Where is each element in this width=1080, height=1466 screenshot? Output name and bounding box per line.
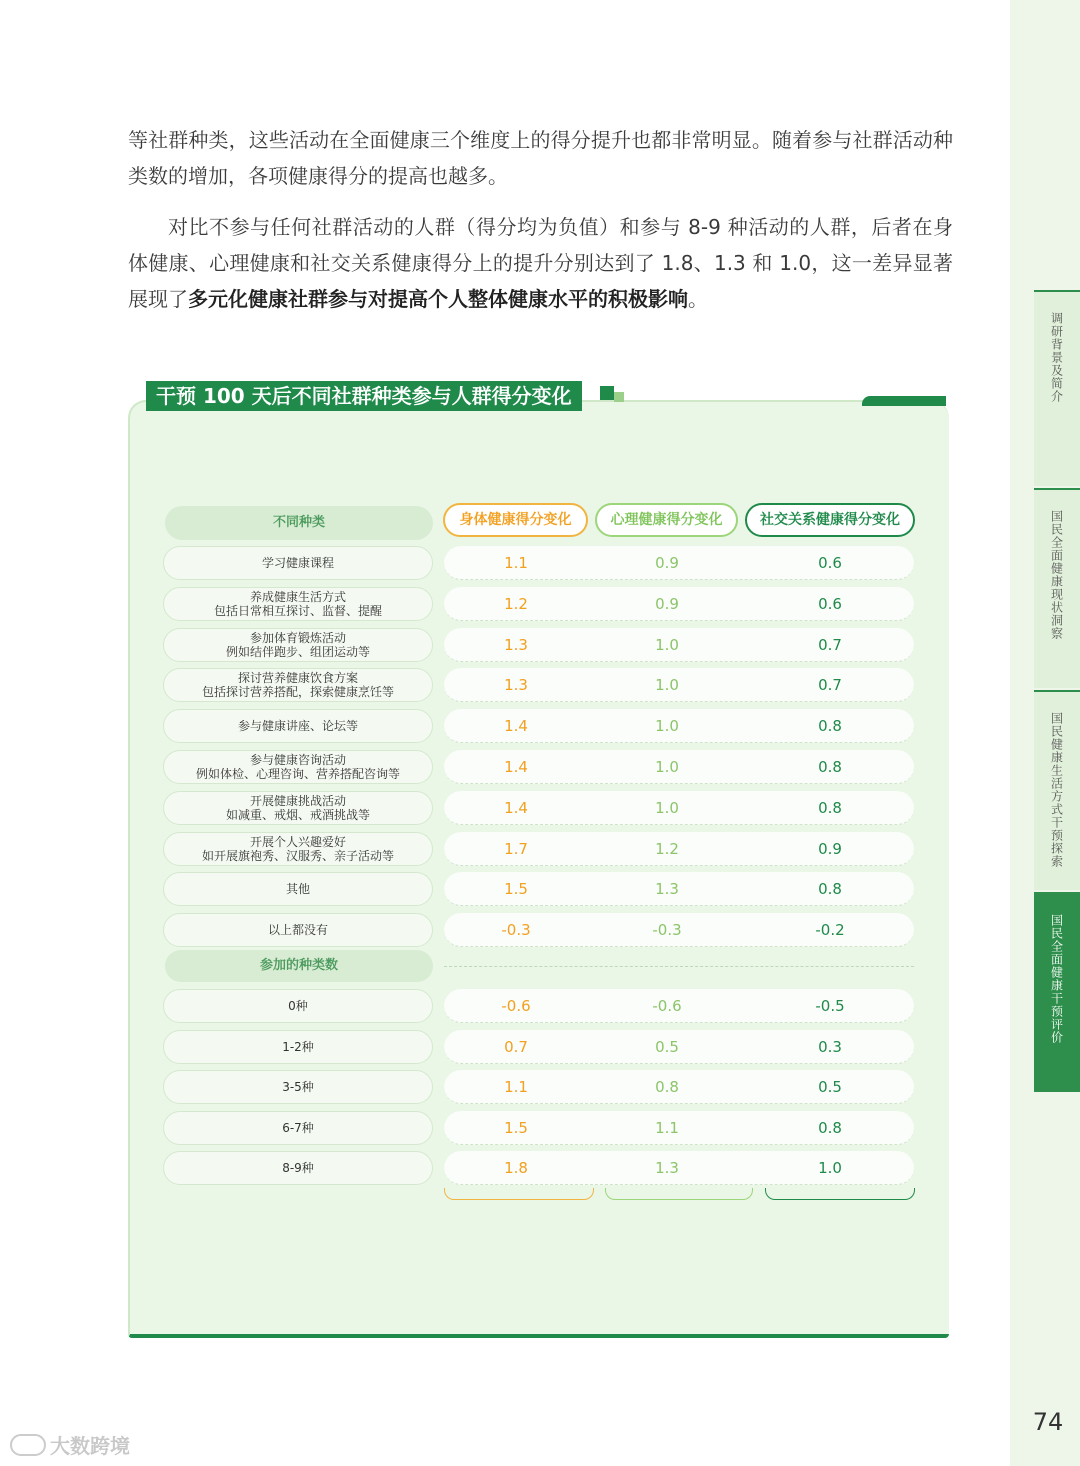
table-row-values — [444, 628, 914, 662]
table-row-values — [444, 913, 914, 947]
table-cell: 1.3 — [504, 635, 528, 654]
side-tab-label: 调研背景及简介 — [1049, 312, 1064, 403]
table-row-values — [444, 989, 914, 1023]
table-cell: 1.0 — [818, 1159, 842, 1178]
row-label-line2: 例如结伴跑步、组团运动等 — [225, 644, 370, 659]
column-bracket-physical — [444, 1188, 594, 1200]
side-tab-evaluation[interactable] — [1034, 892, 1080, 1092]
table-cell: 0.8 — [818, 798, 842, 817]
row-label-line1: 参与健康咨询活动 — [249, 753, 346, 767]
table-cell: 0.6 — [818, 554, 842, 572]
table-cell: 1.1 — [504, 554, 528, 572]
table-cell: -0.3 — [501, 921, 531, 940]
title-decoration — [614, 392, 624, 402]
table-row-label — [163, 1151, 433, 1185]
table-cell: 0.8 — [818, 1118, 842, 1137]
section-divider — [444, 966, 914, 967]
body-paragraph-1: 等社群种类，这些活动在全面健康三个维度上的得分提升也都非常明显。随着参与社群活动种类数的增加，各项健康得分的提高也越多。 — [128, 128, 953, 188]
table-cell: 0.8 — [818, 717, 842, 736]
table-cell: 1.5 — [504, 880, 528, 899]
table-title: 干预 100 天后不同社群种类参与人群得分变化 — [146, 381, 582, 411]
side-tab-background[interactable] — [1034, 290, 1080, 486]
table-cell: 1.0 — [655, 758, 679, 776]
side-tab-label: 国民全面健康现状洞察 — [1049, 510, 1064, 640]
row-header: 不同种类 — [165, 506, 433, 540]
page-number: 74 — [1032, 1408, 1064, 1436]
table-cell: 0.7 — [818, 635, 842, 654]
row-label-line1: 开展健康挑战活动 — [249, 793, 346, 808]
row-label-line1: 8-9种 — [282, 1161, 314, 1176]
table-cell: 1.1 — [504, 1078, 528, 1097]
table-row-label — [163, 1030, 433, 1064]
row-label-line1: 其他 — [285, 882, 310, 897]
table-row-label — [163, 546, 433, 580]
side-tab-lifestyle[interactable] — [1034, 690, 1080, 890]
row-label-line2: 包括日常相互探讨、监督、提醒 — [213, 603, 382, 618]
table-cell: 1.2 — [504, 594, 528, 613]
table-cell: 1.4 — [504, 758, 528, 776]
row-label-line1: 参与健康讲座、论坛等 — [237, 719, 358, 734]
table-row-label — [163, 913, 433, 947]
table-cell: 0.5 — [655, 1037, 679, 1056]
row-label-line1: 开展个人兴趣爱好 — [249, 834, 346, 849]
table-row-label — [163, 587, 433, 621]
table-cell: 0.3 — [818, 1037, 842, 1056]
paragraph-text: 对比不参与任何社群活动的人群（得分均为负值）和参与 8-9 种活动的人群，后者在身体健康、心理健康和社交关系健康得分上的提升分别达到了 1.8、1.3 和 1.0，这一差异显著展现了 — [128, 215, 953, 311]
table-row-values — [444, 1151, 914, 1185]
table-row-values — [444, 832, 914, 866]
watermark — [10, 1430, 130, 1459]
watermark-logo-icon — [10, 1434, 46, 1456]
section-header-count: 参加的种类数 — [165, 950, 433, 982]
side-tab-label: 国民健康生活方式干预探索 — [1049, 712, 1064, 868]
table-cell: 1.7 — [504, 839, 528, 858]
column-header-mental: 心理健康得分变化 — [595, 503, 738, 537]
row-label-line1: 3-5种 — [282, 1080, 314, 1095]
row-label-line1: 探讨营养健康饮食方案 — [237, 671, 358, 686]
column-bracket-mental — [605, 1188, 753, 1200]
paragraph-end: 。 — [688, 287, 708, 311]
panel-tab-decoration — [862, 396, 946, 406]
table-cell: 0.7 — [504, 1037, 528, 1056]
table-cell: 1.2 — [655, 839, 679, 858]
column-header-social: 社交关系健康得分变化 — [745, 503, 915, 537]
table-cell: 1.3 — [504, 676, 528, 695]
row-label-line1: 参加体育锻炼活动 — [249, 630, 346, 645]
row-label-line1: 1-2种 — [282, 1039, 314, 1054]
table-cell: 1.8 — [504, 1159, 528, 1178]
table-row-label — [163, 709, 433, 743]
side-tab-divider — [1034, 290, 1080, 292]
table-cell: -0.6 — [501, 997, 531, 1015]
table-row-label — [163, 750, 433, 784]
row-label-line1: 养成健康生活方式 — [249, 589, 346, 604]
table-cell: 1.1 — [655, 1118, 679, 1137]
table-cell: 1.3 — [655, 1159, 679, 1178]
table-cell: 0.9 — [818, 839, 842, 858]
table-row-label — [163, 1111, 433, 1145]
title-decoration — [600, 386, 614, 400]
table-cell: 0.8 — [655, 1078, 679, 1097]
table-cell: -0.6 — [652, 997, 682, 1015]
table-cell: 1.0 — [655, 676, 679, 695]
column-header-physical: 身体健康得分变化 — [443, 503, 588, 537]
table-row-values — [444, 668, 914, 702]
table-row-label — [163, 791, 433, 825]
row-label-line2: 如开展旗袍秀、汉服秀、亲子活动等 — [201, 848, 394, 863]
table-cell: 1.3 — [655, 880, 679, 899]
table-cell: 1.5 — [504, 1118, 528, 1137]
table-cell: 1.4 — [504, 798, 528, 817]
table-cell: 1.0 — [655, 798, 679, 817]
table-cell: 0.6 — [818, 594, 842, 613]
row-label-line1: 学习健康课程 — [261, 556, 334, 570]
table-cell: 1.4 — [504, 717, 528, 736]
side-tab-divider — [1034, 488, 1080, 490]
table-row-values — [444, 1070, 914, 1104]
table-row-values — [444, 750, 914, 784]
table-cell: 0.9 — [655, 594, 679, 613]
body-paragraph-2 — [128, 209, 953, 317]
table-cell: -0.5 — [815, 997, 845, 1015]
table-cell: 0.7 — [818, 676, 842, 695]
paragraph-emphasis: 多元化健康社群参与对提高个人整体健康水平的积极影响 — [188, 287, 688, 311]
table-cell: 1.0 — [655, 635, 679, 654]
side-tab-status[interactable] — [1034, 488, 1080, 688]
side-tab-label: 国民全面健康干预评价 — [1049, 914, 1064, 1044]
row-label-line2: 如减重、戒烟、戒酒挑战等 — [225, 807, 370, 822]
table-row-values — [444, 1111, 914, 1145]
side-tab-divider — [1034, 690, 1080, 692]
table-cell: -0.2 — [815, 921, 845, 940]
table-row-label — [163, 1070, 433, 1104]
table-row-label — [163, 832, 433, 866]
table-cell: -0.3 — [652, 921, 682, 940]
table-cell: 0.5 — [818, 1078, 842, 1097]
watermark-text: 大数跨境 — [50, 1434, 130, 1458]
table-cell: 0.8 — [818, 758, 842, 776]
side-tab-divider — [1034, 892, 1080, 894]
table-row-label — [163, 989, 433, 1023]
table-row-values — [444, 587, 914, 621]
table-cell: 0.9 — [655, 554, 679, 572]
table-row-values — [444, 872, 914, 906]
table-cell: 0.8 — [818, 880, 842, 899]
table-row-values — [444, 1030, 914, 1064]
table-cell: 1.0 — [655, 717, 679, 736]
row-label-line2: 例如体检、心理咨询、营养搭配咨询等 — [195, 767, 400, 781]
row-label-line1: 以上都没有 — [267, 923, 328, 938]
table-row-label — [163, 628, 433, 662]
table-row-label — [163, 872, 433, 906]
table-row-values — [444, 546, 914, 580]
row-label-line1: 0种 — [288, 999, 308, 1013]
row-label-line1: 6-7种 — [282, 1120, 314, 1135]
column-bracket-social — [765, 1188, 915, 1200]
table-row-values — [444, 709, 914, 743]
table-row-values — [444, 791, 914, 825]
table-row-label — [163, 668, 433, 702]
row-label-line2: 包括探讨营养搭配，探索健康烹饪等 — [201, 685, 394, 700]
